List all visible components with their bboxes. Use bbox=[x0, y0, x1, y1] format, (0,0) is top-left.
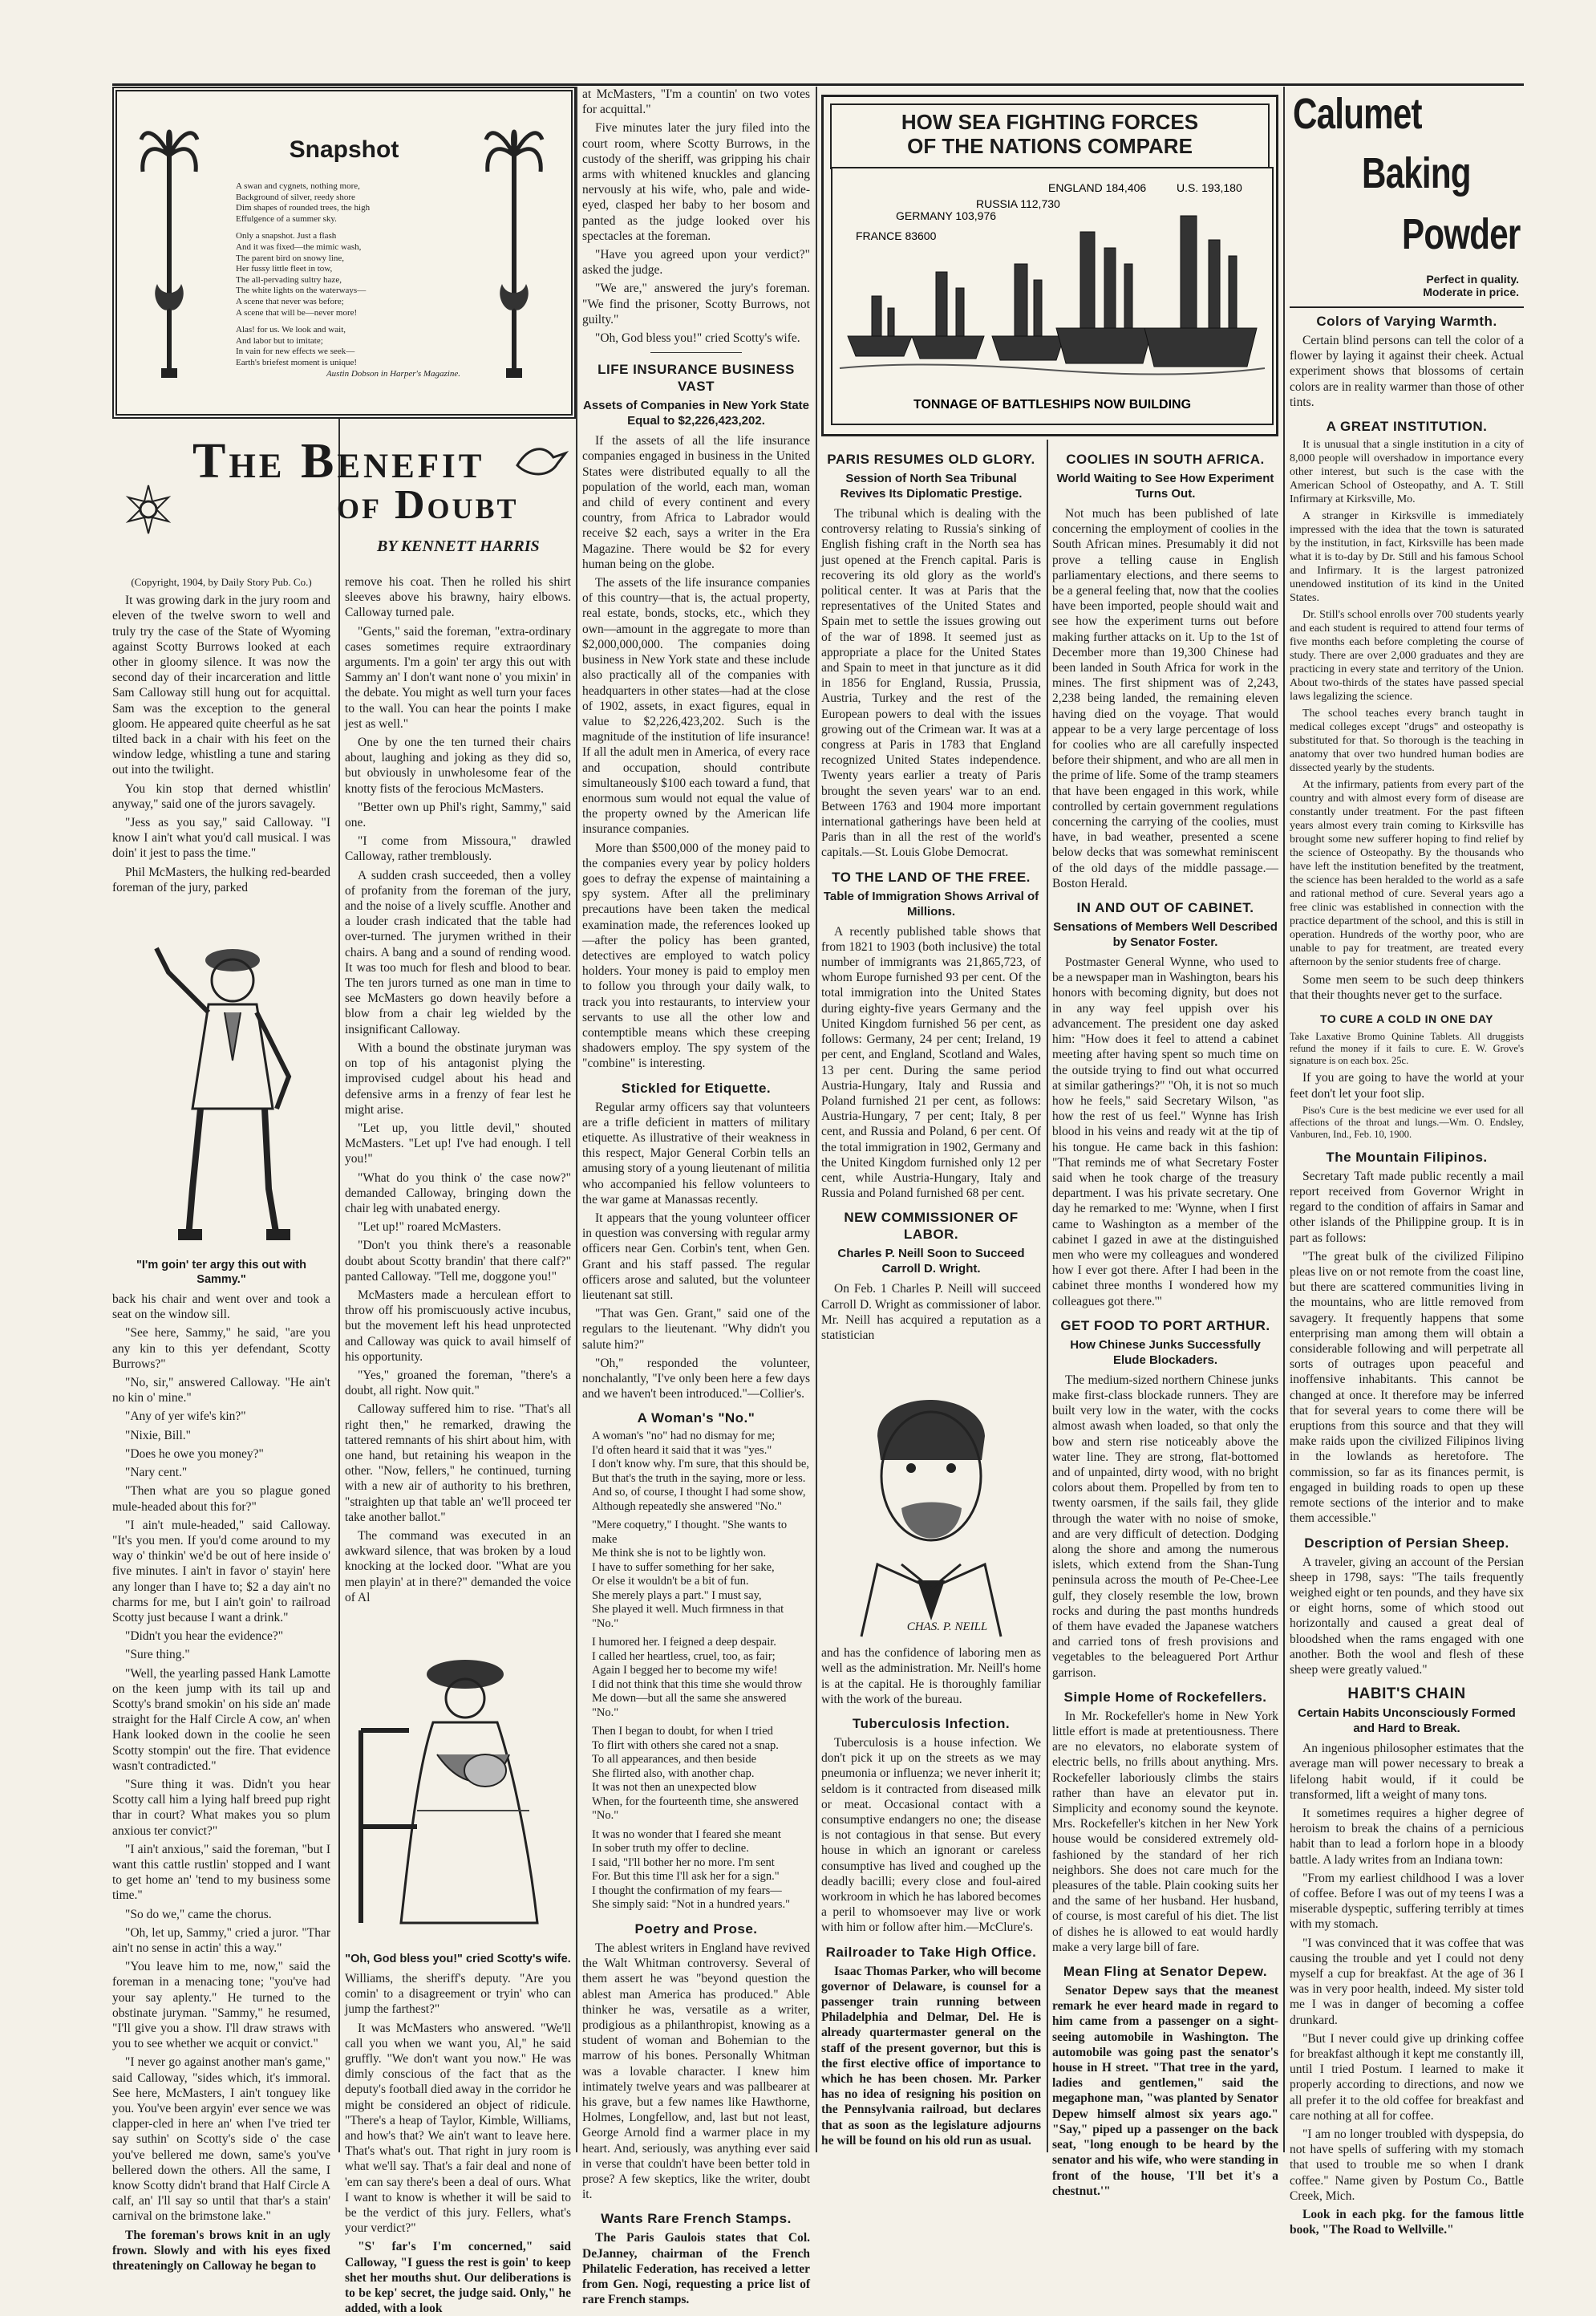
column-6-text bbox=[1290, 311, 1524, 2237]
naval-footer: TONNAGE OF BATTLESHIPS NOW BUILDING bbox=[913, 398, 1192, 412]
article-paragraph: Tuberculosis is a house infection. We don't pick it up on the streets as we may pneumonia or influenza; we never inherit it; seldom is it contracted from diseased milk or meat. Occasional contact with a consumptive endangers no one; the disease is not contagious in that sense. But every house in which an ignorant or careless consumptive has lived and coughed up the deadly bacilli; every close and foul-aired workroom in which he has labored becomes a peril to whomsoever may live or work with him or follow after him.—McClure's. bbox=[821, 1735, 1041, 1935]
story-paragraph: "Oh, let up, Sammy," cried a juror. "Thar ain't no sense in actin' this a way." bbox=[112, 1925, 330, 1955]
story-paragraph: Five minutes later the jury filed into the court room, where Scotty Burrows, in the custody of the sheriff, was gripping his chair arms with whitened knuckles and glancing nervously at his wife, who, pale and wide-eyed, clasped her baby to her bosom and panted as the judge looked over his spectacles at the foreman. bbox=[582, 121, 810, 243]
story-title-line2: of Doubt bbox=[337, 482, 519, 528]
ad-line-powder: Powder bbox=[1402, 210, 1521, 258]
story-paragraph: "Yes," groaned the foreman, "there's a doubt, all right. Now quit." bbox=[345, 1368, 571, 1398]
story-paragraph: "No, sir," answered Calloway. "He ain't no kin o' mine." bbox=[112, 1376, 330, 1405]
story-paragraph: "Then what are you so plague goned mule-headed about this for?" bbox=[112, 1484, 330, 1514]
story-paragraph: Calloway suffered him to rise. "That's all right then," he remarked, drawing the tattered remnants of his shirt about him, with one hand, but retaining his weapon in the other. "Now, fellers," he continued, turning with a new air of authority to his brethren, "straighten up that table an' we'll proceed ter take another ballot." bbox=[345, 1402, 571, 1524]
article-paragraph: If the assets of all the life insurance companies engaged in business in the United States were distributed equally to all the population of the world, each man, woman and child of every continent and every country, from Africa to Labrador would receive $2 each, says a writer in the Era Magazine. There would be $2 for every human being on the globe. bbox=[582, 434, 810, 571]
article-paragraph: "I am no longer troubled with dyspepsia, do not have spells of suffering with my stomach that used to trouble me so when I drank coffee." Name given by Postum Co., Battle Creek, Mich. bbox=[1290, 2127, 1524, 2203]
article-paragraph: A recently published table shows that from 1821 to 1903 (both inclusive) the total number of immigrants was 21,865,723, of whom Europe furnished 93 per cent. Of the total immigration into the United States during eighty-five years Germany and the United Kingdom furnished 56 per cent, as follows: Germany, 24 per cent; Ireland, 19 per cent, and England, Scotland and Wales, 13 per cent. During the same period Austria-Hungary, Italy and Russia and Poland furnished 21 per cent, as follows: Austria-Hungary, 7 per cent; Italy, 8 per cent, and Russia and Poland, 6 per cent. Of the total immigration in 1902, Germany and the United Kingdom furnished only 12 per cent, while Austria-Hungary, Italy and Russia and Poland furnished 68 per cent. bbox=[821, 924, 1041, 1201]
naval-forces-graphic bbox=[821, 95, 1278, 436]
story-title-block bbox=[112, 425, 576, 570]
article-paragraph: A stranger in Kirksville is immediately impressed with the idea that the town is saturated by the institution, in fact, Kirksville has been made what it is to-day by Dr. Still and his famous School and Infirmary. It is the largest patronized unendowed institution of its kind in the United States. bbox=[1290, 510, 1524, 605]
article-paragraph: An ingenious philosopher estimates that the average man will power necessary to break a lifelong habit would, if it could be transformed, lift a weight of many tons. bbox=[1290, 1742, 1524, 1802]
headline-depew: Mean Fling at Senator Depew. bbox=[1063, 1964, 1268, 1980]
juror-illustration-caption: "I'm goin' ter argy this out with Sammy." bbox=[136, 1259, 306, 1287]
article-paragraph: Isaac Thomas Parker, who will become governor of Delaware, is counsel for a passenger train running between Philadelphia and Delmar, Del. He is already quartermaster general on the staff of the present governor, but this is the first elective office of importance to which he has been chosen. Mr. Parker has no idea of resigning his position on the Pennsylvania railroad, but declares that as soon as the legislature adjourns he will be found on his old run as usual. bbox=[821, 1964, 1041, 2148]
copyright-line: (Copyright, 1904, by Daily Story Pub. Co.) bbox=[131, 576, 312, 588]
article-paragraph: More than $500,000 of the money paid to the companies every year by policy holders goes to defray the expense of maintaining a spy system. After all the preliminary precautions have been taken the medical examination made, the references looked up—after the policy has been granted, detectives are employed to watch policy holders. Your money is paid to employ men to follow you through your daily walk, to track you into restaurants, to interview your servants to use all the other low and contemptible means which these creeping shadowers employ. The spy system of the "combine" is interesting. bbox=[582, 841, 810, 1071]
article-paragraph: Some men seem to be such deep thinkers that their thoughts never get to the surface. bbox=[1290, 973, 1524, 1003]
story-paragraph: A sudden crash succeeded, then a volley of profanity from the foreman of the jury, and the noise of a lively scuffle. Another and a louder crash indicated that the table had over-turned. The jurymen writhed in their chairs. A bang and a sound of rending wood. It was too much for flesh and blood to bear. The ten jurors turned as one man in time to see McMasters go down heavily before a blow from a chair leg wielded by the insignificant Calloway. bbox=[345, 868, 571, 1036]
story-paragraph: Phil McMasters, the hulking red-bearded foreman of the jury, parked bbox=[112, 865, 330, 894]
headline-french-stamps: Wants Rare French Stamps. bbox=[601, 2211, 792, 2227]
column-4-text bbox=[821, 443, 1041, 2148]
story-paragraph: "Does he owe you money?" bbox=[125, 1446, 264, 1461]
headline-habits-chain: HABIT'S CHAIN bbox=[1347, 1685, 1466, 1703]
story-paragraph: "See here, Sammy," he said, "are you any kin to this yer defendant, Scotty Burrows?" bbox=[112, 1326, 330, 1371]
story-paragraph: "Sure thing." bbox=[125, 1648, 190, 1662]
story-paragraph: Williams, the sheriff's deputy. "Are you comin' to a disagreement or tryin' who can jump the farthest?" bbox=[345, 1972, 571, 2017]
neill-portrait bbox=[821, 1348, 1041, 1637]
headline-labor-commissioner: NEW COMMISSIONER OF LABOR. bbox=[844, 1210, 1019, 1243]
headline-tuberculosis: Tuberculosis Infection. bbox=[852, 1715, 1011, 1731]
story-paragraph: "Oh, God bless you!" cried Scotty's wife. bbox=[595, 331, 800, 346]
article-paragraph: In Mr. Rockefeller's home in New York little effort is made at pretentiousness. There are no elevators, no elaborate system of electric bells, no frills about anything. Mrs. Rockefeller laboriously climbs the stairs rather than have an elevator put in. Simplicity and economy sound the keynote. Mrs. Rockefeller's kitchen in her New York house would be considered extremely old-fashioned by the standard of her rich neighbors. She does not care much for the pleasures of the table. Plain cooking suits her and the same of her husband. Her husband, of course, is most careful of his diet. The list of dishes he is allowed to eat would hardly make a very large bill of fare. bbox=[1052, 1709, 1278, 1954]
story-paragraph: "I ain't anxious," said the foreman, "but I want this cattle rustlin' stopped and I want to get home an' 'tend to my business some time." bbox=[112, 1842, 330, 1903]
story-paragraph: "I come from Missoura," drawled Calloway, rather tremblously. bbox=[345, 834, 571, 864]
story-paragraph: McMasters made a herculean effort to throw off his promiscuously active incubus, but the movement left his head unprotected and Calloway was quick to avail himself of his opportunity. bbox=[345, 1288, 571, 1364]
article-paragraph: On Feb. 1 Charles P. Neill will succeed Carroll D. Wright as commissioner of labor. Mr. Neill has acquired a reputation as a statistician bbox=[821, 1282, 1041, 1342]
story-paragraph: "So do we," came the chorus. bbox=[125, 1907, 272, 1921]
juror-illustration bbox=[112, 900, 330, 1253]
story-paragraph: "Didn't you hear the evidence?" bbox=[125, 1629, 284, 1644]
story-paragraph: "Better own up Phil's right, Sammy," said one. bbox=[345, 800, 571, 830]
headline-etiquette: Stickled for Etiquette. bbox=[621, 1080, 772, 1096]
article-paragraph: The ablest writers in England have revived the Walt Whitman controversy. Several of them assert he was "beyond question the ablest man America has produced." Able thinker he was, versatile as a writer, prodigious as a philanthropist, knowing as a student of woman and Bohemian to the marrow of his bones. Personally Whitman was a lovable character. I knew him intimately twelve years and was pallbearer at his grave, but a few names like Hawthorne, Holmes, Longfellow, and, last but not least, George Arnold find a warmer place in my heart. And, seriously, was anything ever said in verse that couldn't have been better told in prose? A few skeptics, like the writer, doubt it. bbox=[582, 1941, 810, 2202]
headline-persian-sheep: Description of Persian Sheep. bbox=[1304, 1535, 1509, 1551]
column-2-text bbox=[345, 574, 571, 2316]
story-title: The Benefit bbox=[192, 434, 485, 489]
story-paragraph: It was growing dark in the jury room and eleven of the twelve sworn to well and truly try the case of the State of Wyoming against Scotty Burrows looked at each other in gloomy silence. It was now the second day of their incarceration and little Sam Calloway still hung out for acquittal. Sam was the exception to the general gloom. He appeared quite cheerful as he sat tilted back in a chair with his feet on the window ledge, whistling a tune and staring out into the twilight. bbox=[112, 594, 330, 777]
article-paragraph: The school teaches every branch taught in medical colleges except "drugs" and osteopathy is substituted for that. So thorough is the teaching in anatomy that over two hundred human bodies are dissected yearly by the students. bbox=[1290, 708, 1524, 775]
article-paragraph: "The great bulk of the civilized Filipino pleas live on or not remote from the coast line, but there are scattered communities living in the mountains, who are little removed from savagery. It frequently happens that some enterprising man among them will obtain a considerable following and will perpetrate all sorts of outrages upon peaceful and inoffensive inhabitants. This cannot be changed at once. It therefore may be inferred that for several years to come there will be eruptions from this source and that they will make raids upon the civilized Filipinos living in the lowlands as heretofore. The commission, so far as its finances permit, is engaged in building roads to open up these remote sections of the interior and to make them accessible." bbox=[1290, 1249, 1524, 1526]
story-paragraph: "Let up, you little devil," shouted McMasters. "Let up! I've had enough. I tell you!" bbox=[345, 1121, 571, 1166]
column-5-text bbox=[1052, 443, 1278, 2198]
headline-rockefellers: Simple Home of Rockefellers. bbox=[1063, 1689, 1267, 1705]
story-paragraph: "Jess as you say," said Calloway. "I know I ain't what you'd call musical. I was doin' it jest to pass the time." bbox=[112, 816, 330, 861]
article-paragraph: The medium-sized northern Chinese junks make first-class blockade runners. They are built very low in the water, with the cocks almost awash when loaded, so that only the bow and stern rise noticeably above the water line. They are strong, flat-bottomed and of unpainted, dirty wood, with no bright colors about them. Propelled by from ten to twenty oarsmen, if the sails fail, they glide through the water with no noise of smoke, and are very difficult of detection. Dodging along the shore and among the numerous islets, which extend from the Shan-Tung peninsula across the mouth of Pe-Chee-Lee gulf, they closely resemble the low, brown rocks and during the past months hundreds of them have evaded the Japanese watchers and carried tons of fresh provisions and vegetables to the beleaguered Port Arthur garrison. bbox=[1052, 1373, 1278, 1680]
article-paragraph: It appears that the young volunteer officer in question was conversing with regular army officers near Gen. Corbin's tent, when Gen. Grant and his staff passed. The regular officers arose and saluted, but the volunteer lieutenant sat still. bbox=[582, 1211, 810, 1303]
story-paragraph: "Don't you think there's a reasonable doubt about Scotty brandin' that there calf?" panted Calloway. "Tell me, doggone you!" bbox=[345, 1239, 571, 1284]
subhead-labor-commissioner: Charles P. Neill Soon to Succeed Carroll D. Wright. bbox=[837, 1247, 1025, 1276]
column-3-text bbox=[582, 87, 810, 2307]
article-paragraph: Regular army officers say that volunteers are a trifle deficient in matters of military etiquette. As illustrative of their weakness in this respect, Major General Corbin tells an amusing story of a young lieutenant of militia who accompanied his fellow volunteers to the war game at Manassas recently. bbox=[582, 1100, 810, 1207]
article-paragraph: "I was convinced that it was coffee that was causing the trouble and yet I could not deny myself a cup for breakfast. At the age of 36 I was in very poor health, indeed. My sister told me I was in danger of becoming a coffee drunkard. bbox=[1290, 1936, 1524, 2027]
subhead-immigration: Table of Immigration Shows Arrival of Millions. bbox=[823, 889, 1039, 919]
story-paragraph: at McMasters, "I'm a countin' on two votes for acquittal." bbox=[582, 87, 810, 117]
headline-paris: PARIS RESUMES OLD GLORY. bbox=[827, 452, 1035, 467]
column-1-text bbox=[112, 574, 330, 2273]
headline-filipinos: The Mountain Filipinos. bbox=[1326, 1149, 1488, 1165]
story-paragraph: "We are," answered the jury's foreman. "We find the prisoner, Scotty Burrows, not guilty." bbox=[582, 282, 810, 327]
naval-label-germany: GERMANY 103,976 bbox=[896, 209, 997, 222]
article-paragraph: Look in each pkg. for the famous little book, "The Road to Wellville." bbox=[1290, 2208, 1524, 2237]
story-paragraph: The foreman's brows knit in an ugly frown. Slowly and with his eyes fixed threateningly on Calloway he began to bbox=[112, 2228, 330, 2273]
story-paragraph: It was McMasters who answered. "We'll call you when we want you, Al," he said gruffly. "We don't want you now." He was dimly conscious of the fact that as the deputy's football died away in the corridor he might be considered an object of ridicule. "There's a heap of Taylor, Kimble, Williams, and how's that? We ain't want to leave here. That's what's out. That right in jury room is what we'll say. That's a fair deal and none of 'em can say there's been a deal of ours. What I want to know is whether it will be said to be the verdict of this jury. Fellers, what's your verdict?" bbox=[345, 2021, 571, 2236]
headline-port-arthur: GET FOOD TO PORT ARTHUR. bbox=[1060, 1317, 1270, 1333]
article-paragraph: It is unusual that a single institution in a city of 8,000 people will overshadow in importance every other interest, but such is the case with the American School of Osteopathy, and A. T. Still Infirmary at Kirksville, Mo. bbox=[1290, 439, 1524, 506]
story-paragraph: "Any of yer wife's kin?" bbox=[125, 1409, 246, 1424]
subhead-habits-chain: Certain Habits Unconsciously Formed and Hard to Break. bbox=[1298, 1706, 1516, 1736]
story-paragraph: One by one the ten turned their chairs about, laughing and joking as they did so, but obviously in unwholesome fear of the knotty fists of the ferocious McMasters. bbox=[345, 736, 571, 796]
story-paragraph: "S' far's I'm concerned," said Calloway, "I guess the rest is goin' to keep shet her mouths shut. Our deliberations is to be kep' secret, the judge said. Only," he added, with a look bbox=[345, 2240, 571, 2316]
naval-label-france: FRANCE 83600 bbox=[856, 229, 937, 242]
article-paragraph: The Paris Gaulois states that Col. DeJanney, chairman of the French Philatelic Federation, has received a letter from Gen. Nogi, requesting a price list of rare French stamps. bbox=[582, 2231, 810, 2307]
article-paragraph: "From my earliest childhood I was a lover of coffee. Before I was out of my teens I was a miserable dyspeptic, suffering terribly at times with my stomach. bbox=[1290, 1871, 1524, 1932]
article-paragraph: Not much has been published of late concerning the employment of coolies in the South African mines. Presumably it did not prove a telling cause in English parliamentary elections, and there seems to be a general feeling that, now that the coolies have been imported, people should wait and see how the experiment turns out before making further attacks on it. Up to the 1st of December more than 19,300 Chinese had been landed in South Africa for work in the mines. The first shipment was of 2,243, 2,238 being landed, the remaining eleven having died on the voyage. That would appear to be a very large percentage of loss for coolies who are all carefully inspected before their shipment, and who are all men in the prime of life. Some of the tramp steamers that have been engaged in this work, while controlled by certain government regulations concerning the carrying of the coolies, must have, in bad weather, presented a scene below decks that was somewhat reminiscent of the old days of the middle passage.—Boston Herald. bbox=[1052, 507, 1278, 890]
poem-womans-no: A woman's "no" had no dismay for me; I'd often heard it said that it was "yes." I don't know why. I'm sure, that this should be, But that's the truth in the saying, more or less. And so, of course, I thought I had some show, Although repeatedly she answered "No." "Mere coquetry," I thought. "She wants to make Me think she is not to be lightly won. I have to suffer something for her sake, Or else it wouldn't be a bit of fun. She merely plays a part." I must say, She played it well. Much firmness in that "No." I humored her. I feigned a deep despair. I called her heartless, cruel, too, as fair; Again I begged her to become my wife! I did not think that this time she would throw Me down—but all the same she answered "No." Then I began to doubt, for when I tried To flirt with others she cared not a snap. To all appearances, and then beside She flirted also, with another chap. It was not then an unexpected blow When, for the fourteenth time, she answered "No." It was no wonder that I feared she meant In sober truth my offer to decline. I said, "I'll bother her no more. I'm sent For. But this time I'll ask her for a sign." I thought the confirmation of my fears— She simply said: "Not in a hundred years." bbox=[592, 1430, 809, 1912]
masthead-rule bbox=[112, 83, 1524, 86]
article-paragraph: "Oh," responded the volunteer, nonchalantly, "I've only been here a few days and we haven't been introduced."—Collier's. bbox=[582, 1356, 810, 1401]
headline-railroader: Railroader to Take High Office. bbox=[825, 1944, 1037, 1960]
story-paragraph: remove his coat. Then he rolled his shirt sleeves above his brawny, hairy elbows. Calloway turned pale. bbox=[345, 575, 571, 620]
article-paragraph: It sometimes requires a higher degree of heroism to break the chains of a pernicious habit than to lead a forlorn hope in a bloody battle. A lady writes from an Indiana town: bbox=[1290, 1806, 1524, 1867]
ad-tagline: Perfect in quality. Moderate in price. bbox=[1423, 273, 1519, 298]
column-rule-5 bbox=[1283, 87, 1285, 2152]
subhead-cabinet: Sensations of Members Well Described by Senator Foster. bbox=[1053, 920, 1278, 950]
story-paragraph: "I ain't mule-headed," said Calloway. "It's you men. If you'd come around to my way o' thinkin' we'd be out of here inside o' five minutes. I ain't in favor o' stayin' here any longer than I have to; $2 a day ain't no charms for me, but I ain't goin' to railroad Scotty just because I want a drink." bbox=[112, 1518, 330, 1624]
ornament-flower-icon bbox=[120, 481, 176, 537]
article-paragraph: If you are going to have the world at your feet don't let your foot slip. bbox=[1290, 1071, 1524, 1101]
snapshot-title: Snapshot bbox=[289, 136, 399, 163]
ornament-bird-icon bbox=[513, 441, 569, 481]
calumet-ad bbox=[1290, 90, 1524, 308]
headline-immigration: TO THE LAND OF THE FREE. bbox=[832, 869, 1031, 885]
ad-paragraph: Piso's Cure is the best medicine we ever used for all affections of the throat and lungs.—Wm. O. Endsley, Vanburen, Ind., Feb. 10, 1900. bbox=[1290, 1104, 1524, 1140]
snapshot-poem-box bbox=[112, 87, 576, 419]
subhead-paris: Session of North Sea Tribunal Revives Its Diplomatic Prestige. bbox=[840, 472, 1023, 501]
headline-poetry-prose: Poetry and Prose. bbox=[634, 1921, 758, 1937]
story-paragraph: "What do you think o' the case now?" demanded Calloway, bringing down the chair leg with unabated energy. bbox=[345, 1170, 571, 1215]
story-byline: BY KENNETT HARRIS bbox=[377, 537, 540, 555]
naval-ships-illustration bbox=[824, 168, 1281, 432]
column-rule-4 bbox=[1047, 440, 1048, 2152]
column-rule-2 bbox=[576, 87, 577, 2152]
scottys-wife-caption: "Oh, God bless you!" cried Scotty's wife. bbox=[345, 1953, 571, 1965]
story-paragraph: With a bound the obstinate juryman was on top of his antagonist plying the improvised cudgel about his head and defensive arms in a frenzy of fear lest he might arise. bbox=[345, 1040, 571, 1117]
headline-life-insurance: LIFE INSURANCE BUSINESS VAST bbox=[597, 362, 795, 395]
story-paragraph: "You leave him to me, now," said the foreman in a menacing tone; "you've had your say aplenty." He turned to the obstinate juryman. "Sammy," he resumed, "I'll give you a show. I'll draw straws with you to see whether we acquit or convict." bbox=[112, 1960, 330, 2051]
subhead-coolies: World Waiting to See How Experiment Turns Out. bbox=[1056, 472, 1274, 501]
article-paragraph: A traveler, giving an account of the Persian sheep in 1798, says: "The tails frequently weighed eight or ten pounds, and they have six or eight horns, some of which stood out horizontally and caused a great deal of bloodshed when the rams engaged with one another. Both the wool and flesh of these sheep were greatly valued." bbox=[1290, 1555, 1524, 1677]
article-paragraph: Senator Depew says that the meanest remark he ever heard made in regard to him came from a passenger on a sight-seeing automobile in Washington. The automobile was going past the senator's house in H street. "That tree in the yard, ladies and gentlemen," said the megaphone man, "was planted by Senator Depew himself almost six years ago." "Say," piped up a passenger on the back seat, "long enough to be heard by the senator and his wife, who were standing in front of the house, 'I'll bet it's a chestnut.'" bbox=[1052, 1984, 1278, 2198]
ad-paragraph: Take Laxative Bromo Quinine Tablets. All druggists refund the money if it fails to cure. E. W. Grove's signature is on each box. 25c. bbox=[1290, 1031, 1524, 1067]
ad-line-baking: Baking bbox=[1362, 149, 1471, 197]
article-paragraph: The tribunal which is dealing with the controversy relating to Russia's sinking of English fishing craft in the North sea has just opened at the French capital. Paris is recovering its old glory as the world's political center. It was at Paris that the representatives of the United States and Spain met to settle the issues growing out of the war of 1898. It seemed just as appropriate a place for the United States and Spain to meet in that juncture as it did in 1856 for England, Russia, Prussia, Austria, Turkey and the rest of the European powers to deal with the issues growing out of the Crimean war. It was at a congress at Paris in 1783 that England recognized United States independence. Twenty years earlier a treaty of Paris brought the seven years' war to an end. Between 1763 and 1904 more important international gatherings have been held at Paris than in all the rest of the world's capitals.—St. Louis Globe Democrat. bbox=[821, 507, 1041, 860]
subhead-life-insurance: Assets of Companies in New York State Equal to $2,226,423,202. bbox=[582, 399, 810, 428]
headline-cure-cold: TO CURE A COLD IN ONE DAY bbox=[1319, 1012, 1494, 1026]
article-paragraph: Dr. Still's school enrolls over 700 students yearly and each student is required to attend four terms of five months each before completing the course of study. There are over 2,000 graduates and they are practicing in every state and territory of the Union. About two-thirds of the states have passed special laws legalizing the science. bbox=[1290, 609, 1524, 704]
story-paragraph: "Have you agreed upon your verdict?" asked the judge. bbox=[582, 248, 810, 278]
article-paragraph: Certain blind persons can tell the color of a flower by laying it against their cheek. Actual experiment shows that blossoms of certain colors are in reality warmer than those of other tints. bbox=[1290, 334, 1524, 409]
ad-line-calumet: Calumet bbox=[1293, 90, 1422, 138]
article-paragraph: Secretary Taft made public recently a mail report received from Governor Wright in regard to the condition of affairs in Samar and other islands of the Philippine group. It is in part as follows: bbox=[1290, 1169, 1524, 1245]
story-paragraph: "Nixie, Bill." bbox=[125, 1428, 191, 1442]
subhead-port-arthur: How Chinese Junks Successfully Elude Blockaders. bbox=[1070, 1337, 1261, 1367]
article-paragraph: Postmaster General Wynne, who used to be a newspaper man in Washington, bears his honors with becoming dignity, but does not in any way feel uppish over his advancement. The president one day asked him: "How does it feel to attend a cabinet meeting after having spent so much time on the outside trying to find out what occurred at similar gatherings?" "Oh, it is not so much how he feels," said Secretary Wilson, "as how the rest of us feel." Wynne has Irish blood in his veins and ready wit at the tip of his tongue. He came back in this fashion: "That reminds me of what Secretary Foster said when he took charge of the treasury department. I was his private secretary. One day he remarked to me: 'Wynne, when I first came to Washington as a member of the cabinet I gazed in awe at the distinguished men who were my colleagues and wondered how I ever got there. After I had been in the cabinet three months I wondered how my colleagues got there.'" bbox=[1052, 955, 1278, 1308]
story-paragraph: You kin stop that derned whistlin' anyway," said one of the jurors savagely. bbox=[112, 781, 330, 811]
article-paragraph: and has the confidence of laboring men as well as the administration. Mr. Neill's home is at the capital. He is thoroughly familiar with the work of the bureau. bbox=[821, 1646, 1041, 1706]
naval-label-russia: RUSSIA 112,730 bbox=[976, 197, 1060, 210]
story-paragraph: "Gents," said the foreman, "extra-ordinary cases sometimes require extraordinary arguments. I'm a goin' ter argy this out with Sammy an' I don't want none o' you mixin' in the debate. You might as well turn your faces to the wall. You can hear the points I make jest as well." bbox=[345, 624, 571, 731]
headline-coolies: COOLIES IN SOUTH AFRICA. bbox=[1066, 452, 1265, 467]
story-paragraph: "Nary cent." bbox=[125, 1466, 188, 1480]
story-paragraph: "Well, the yearling passed Hank Lamotte on the keen jump with its tail up and Scotty's brand smokin' on his side an' made straight for the Half Circle A cow, an' when Hank looked down in the coolie he seen Scotty stompin' out the fire. That evidence wasn't contradicted." bbox=[112, 1666, 330, 1773]
article-paragraph: At the infirmary, patients from every part of the country and with almost every form of disease are constantly under treatment. For the past fifteen years almost every train coming to Kirksville has brought some new sufferer hoping to find relief by the science of Osteopathy. By the thousands who have left the institution benefited by the treatment, the science has been heralded to the world as a safe and rational method of cure. Several years ago a free clinic was established in connection with the practice department of the school, and this is still in operation. Hundreds of the worthy poor, who are unable to pay for treatment, are treated every afternoon by the senior students free of charge. bbox=[1290, 779, 1524, 969]
scottys-wife-illustration bbox=[345, 1610, 571, 1947]
headline-womans-no: A Woman's "No." bbox=[637, 1410, 755, 1426]
story-paragraph: "I never go against another man's game," said Calloway, "sides which, it's immoral. See here, McMasters, I ain't tonguey like you. You've been argyin' ever sence we was clapper-cled in here an' when I've tried ter say suthin' on Scotty's side o' the case you've bellered me down, same's you've bellered down the others. All the same, I know Scotty didn't brand that Half Circle A calf, an' I'll say so until that thar's a stain' carnival on the brimstone lake." bbox=[112, 2055, 330, 2224]
article-paragraph: "But I never could give up drinking coffee for breakfast although it kept me constantly ill, until I tried Postum. I learned to make it properly according to directions, and now we all prefer it to the old coffee for breakfast and care nothing at all for coffee. bbox=[1290, 2031, 1524, 2123]
headline-cabinet: IN AND OUT OF CABINET. bbox=[1076, 900, 1254, 916]
headline-colors: Colors of Varying Warmth. bbox=[1316, 314, 1497, 329]
portrait-caption: CHAS. P. NEILL bbox=[906, 1620, 988, 1634]
story-paragraph: The command was executed in an awkward silence, that was broken by a loud knocking at the locked door. "What are you men playin' at in there?" demanded the voice of Al bbox=[345, 1528, 571, 1604]
naval-label-england: ENGLAND 184,406 bbox=[1048, 181, 1147, 194]
story-paragraph: back his chair and went over and took a seat on the window sill. bbox=[112, 1292, 330, 1322]
snapshot-verse: A swan and cygnets, nothing more, Background of silver, reedy shore Dim shapes of rounded trees, the high Effulgence of a summer sky. Only a snapshot. Just a flash And it was fixed—the mimic wash, The parent bird on snowy line, Her fussy little fleet in tow, The all-pervading sultry haze, The white lights on the waterways— A scene that never was before; A scene that will be—never more! Alas! for us. We look and wait, And labor but to imitate; In vain for new effects we seek— Earth's briefest moment is unique! Austin Dobson in Harper's Magazine. bbox=[236, 181, 460, 379]
headline-great-institution: A GREAT INSTITUTION. bbox=[1326, 419, 1488, 435]
naval-label-us: U.S. 193,180 bbox=[1177, 181, 1242, 194]
naval-title: HOW SEA FIGHTING FORCES OF THE NATIONS COMPARE bbox=[830, 103, 1270, 169]
story-paragraph: "Sure thing it was. Didn't you hear Scotty call him a lying half breed pup right thar in court? What makes you so plum anxious ter convict?" bbox=[112, 1777, 330, 1838]
story-paragraph: "Let up!" roared McMasters. bbox=[358, 1220, 501, 1235]
column-rule-3 bbox=[816, 87, 817, 2152]
article-paragraph: "That was Gen. Grant," said one of the regulars to the lieutenant. "Why didn't you salute him?" bbox=[582, 1307, 810, 1352]
article-paragraph: The assets of the life insurance companies of this country—that is, the actual property, real estate, bonds, stocks, etc., which they own—amount in the aggregate to more than $2,000,000,000. The companies doing business in New York state and these include also practically all of the companies with headquarters in other states—had at the close of 1902, assets, in exact figures, equal in value to $2,226,423,202. Such is the magnitude of the institution of life insurance! If all the adult men in America, of every race and occupation, should contribute simultaneously $100 each toward a fund, that enormous sum would not equal the value of the property owned by the American life insurance companies. bbox=[582, 576, 810, 837]
